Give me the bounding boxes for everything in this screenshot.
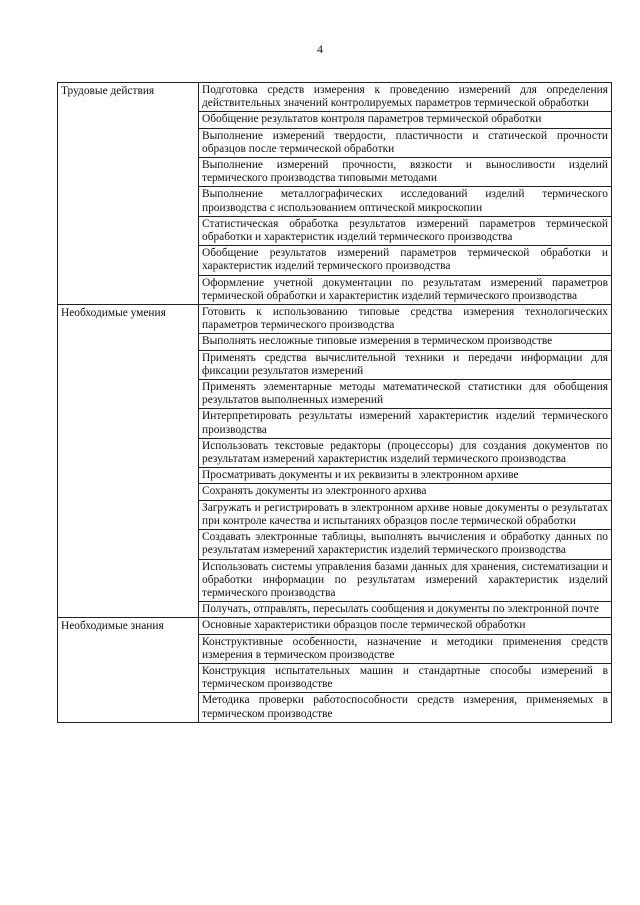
section-item: Методика проверки работоспособности средств измерения, применяемых в термическом производстве [199,693,612,722]
section-item: Просматривать документы и их реквизиты в электронном архиве [199,468,612,484]
section-item: Применять элементарные методы математической статистики для обобщения результатов выполненных измерений [199,380,612,409]
section-item: Выполнение металлографических исследований изделий термического производства с использованием оптической микроскопии [199,187,612,216]
page-number: 4 [317,42,323,56]
section-label-cell-labor-actions [58,83,199,305]
section-item: Статистическая обработка результатов измерений параметров термической обработки и характеристик изделий термического производства [199,216,612,245]
section-item: Создавать электронные таблицы, выполнять вычисления и обработку данных по результатам измерений характеристик изделий термического производства [199,530,612,559]
table-row [58,618,612,634]
section-item: Оформление учетной документации по результатам измерений параметров термической обработки и характеристик изделий термического производства [199,275,612,304]
section-item: Сохранять документы из электронного архива [199,484,612,500]
section-item: Подготовка средств измерения к проведению измерений для определения действительных значений контролируемых параметров термической обработки [199,83,612,112]
section-item: Использовать текстовые редакторы (процессоры) для создания документов по результатам измерений характеристик изделий термического производства [199,438,612,467]
section-item: Обобщение результатов контроля параметров термической обработки [199,112,612,128]
section-item: Основные характеристики образцов после термической обработки [199,618,612,634]
table-row [58,305,612,334]
section-item: Получать, отправлять, пересылать сообщения и документы по электронной почте [199,602,612,618]
section-item: Готовить к использованию типовые средства измерения технологических параметров термического производства [199,305,612,334]
section-item: Использовать системы управления базами данных для хранения, систематизации и обработки информации по результатам измерений характеристик изделий термического производства [199,559,612,602]
section-item: Выполнять несложные типовые измерения в термическом производстве [199,334,612,350]
section-item: Выполнение измерений твердости, пластичности и статической прочности образцов после термической обработки [199,128,612,157]
section-item: Применять средства вычислительной техники и передачи информации для фиксации результатов измерений [199,350,612,379]
section-label: Трудовые действия [61,85,155,97]
section-item: Конструктивные особенности, назначение и методики применения средств измерения в термическом производстве [199,634,612,663]
section-label-cell-required-skills [58,305,199,618]
table-row [58,83,612,112]
section-item: Интерпретировать результаты измерений характеристик изделий термического производства [199,409,612,438]
section-label-cell-required-knowledge [58,618,199,722]
section-label: Необходимые умения [61,307,166,320]
section-item: Загружать и регистрировать в электронном архиве новые документы о результатах при контроле качества и испытаниях образцов после термической обработки [199,500,612,529]
section-item: Выполнение измерений прочности, вязкости и выносливости изделий термического производства типовыми методами [199,158,612,187]
competency-table [57,82,612,723]
section-item: Конструкция испытательных машин и стандартные способы измерений в термическом производстве [199,663,612,692]
competency-table-body [58,83,612,723]
section-item: Обобщение результатов измерений параметров термической обработки и характеристик изделий термического производства [199,246,612,275]
section-label: Необходимые знания [61,620,164,633]
